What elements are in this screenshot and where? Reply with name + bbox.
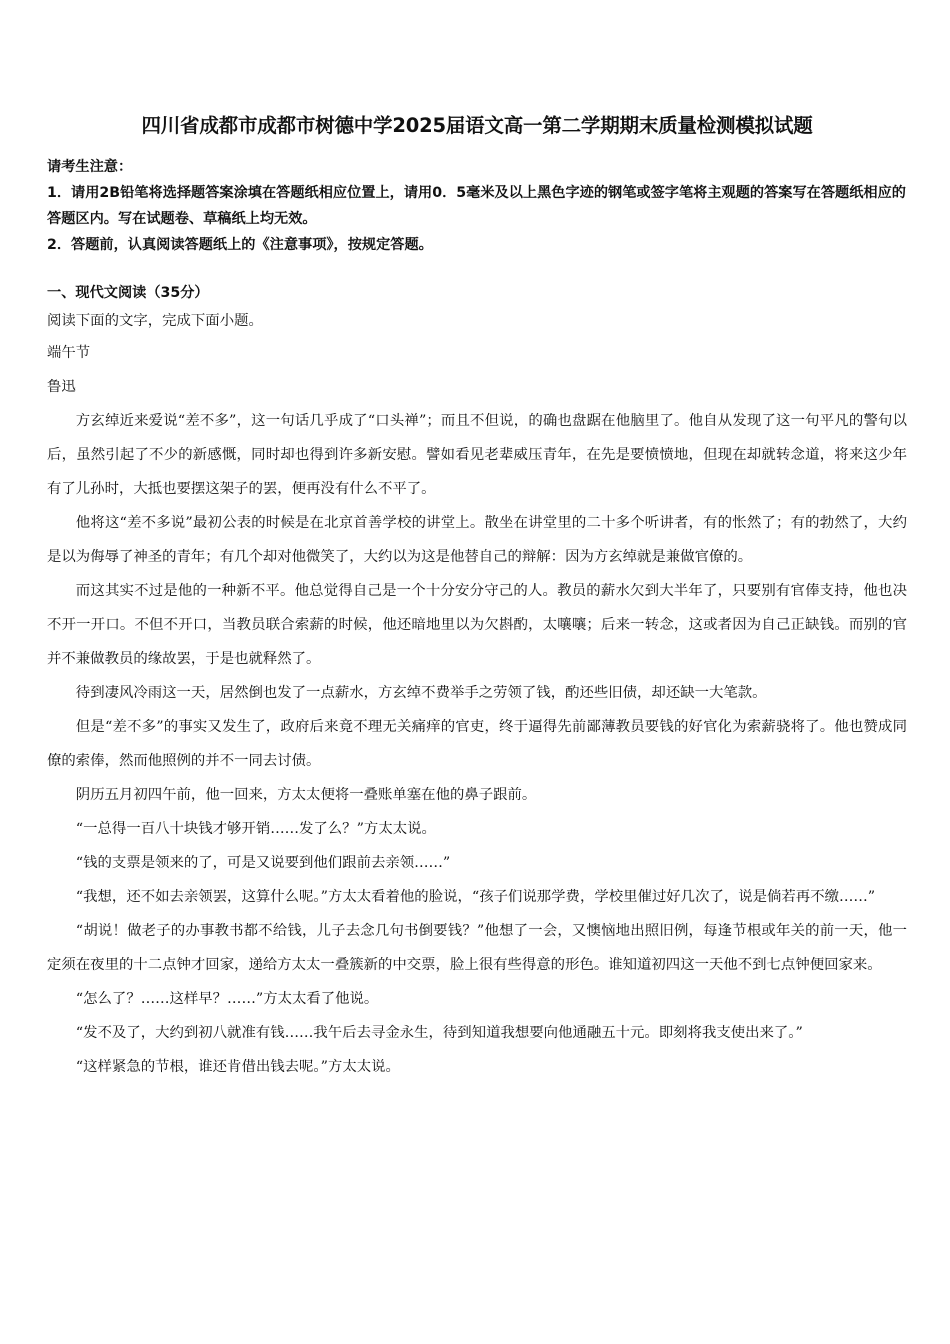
paragraph: “我想，还不如去亲领罢，这算什么呢。”方太太看着他的脸说，“孩子们说那学费，学校里催过好几次了，说是倘若再不缴……” — [75, 889, 876, 905]
paragraph: “这样紧急的节根，谁还肯借出钱去呢。”方太太说。 — [75, 1059, 400, 1075]
paragraph: 他将这“差不多说”最初公表的时候是在北京首善学校的讲堂上。散坐在讲堂里的二十多个听讲者，有的怅然了；有的勃然了，大约是以为侮辱了神圣的青年；有几个却对他微笑了，大约以为这是他替自己的辩解：因为方玄绰就是兼做官僚的。 — [47, 515, 907, 565]
notice-item-2: 2．答题前，认真阅读答题纸上的《注意事项》，按规定答题。 — [47, 237, 433, 253]
section-heading: 一、现代文阅读（35分） — [47, 285, 209, 301]
paragraph: 待到凄风冷雨这一天，居然倒也发了一点薪水，方玄绰不费举手之劳领了钱，酌还些旧债，却还缺一大笔款。 — [75, 685, 767, 701]
reading-passage — [47, 306, 907, 1084]
notice-item-1: 1．请用2B铅笔将选择题答案涂填在答题纸相应位置上，请用0．5毫米及以上黑色字迹的钢笔或签字笔将主观题的答案写在答题纸相应的答题区内。写在试题卷、草稿纸上均无效。 — [47, 185, 906, 227]
paragraph: 方玄绰近来爱说“差不多”，这一句话几乎成了“口头禅”；而且不但说，的确也盘踞在他脑里了。他自从发现了这一句平凡的警句以后，虽然引起了不少的新感慨，同时却也得到许多新安慰。譬如看见老辈威压青年，在先是要愤愤地，但现在却就转念道，将来这少年有了儿孙时，大抵也要摆这架子的罢，便再没有什么不平了。 — [47, 413, 907, 497]
paragraph: “钱的支票是领来的了，可是又说要到他们跟前去亲领……” — [75, 855, 451, 871]
reading-instruction: 阅读下面的文字，完成下面小题。 — [47, 313, 263, 329]
notice-heading: 请考生注意： — [47, 159, 133, 175]
paragraph: 而这其实不过是他的一种新不平。他总觉得自己是一个十分安分守己的人。教员的薪水欠到大半年了，只要别有官俸支持，他也决不开一开口。不但不开口，当教员联合索薪的时候，他还暗地里以为欠斟酌，太嚷嚷；后来一转念，这或者因为自己正缺钱。而别的官并不兼做教员的缘故罢，于是也就释然了。 — [47, 583, 907, 667]
paragraph: “发不及了，大约到初八就准有钱……我午后去寻金永生，待到知道我想要向他通融五十元。即刻将我支使出来了。” — [75, 1025, 803, 1041]
exam-notice — [47, 154, 907, 258]
story-author: 鲁迅 — [47, 379, 76, 395]
paragraph: 阴历五月初四午前，他一回来，方太太便将一叠账单塞在他的鼻子跟前。 — [75, 787, 537, 803]
story-title: 端午节 — [47, 345, 91, 361]
exam-title: 四川省成都市成都市树德中学2025届语文高一第二学期期末质量检测模拟试题 — [141, 114, 813, 137]
document-page — [47, 110, 907, 1084]
paragraph: 但是“差不多”的事实又发生了，政府后来竟不理无关痛痒的官吏，终于逼得先前鄙薄教员要钱的好官化为索薪骁将了。他也赞成同僚的索俸，然而他照例的并不一同去讨债。 — [47, 719, 907, 769]
paragraph: “怎么了？……这样早？……”方太太看了他说。 — [75, 991, 379, 1007]
paragraph: “胡说！做老子的办事教书都不给钱，儿子去念几句书倒要钱？”他想了一会，又懊恼地出照旧例，每逢节根或年关的前一天，他一定须在夜里的十二点钟才回家，递给方太太一叠簇新的中交票，脸上很有些得意的形色。谁知道初四这一天他不到七点钟便回家来。 — [47, 923, 907, 973]
paragraph: “一总得一百八十块钱才够开销……发了么？”方太太说。 — [75, 821, 436, 837]
